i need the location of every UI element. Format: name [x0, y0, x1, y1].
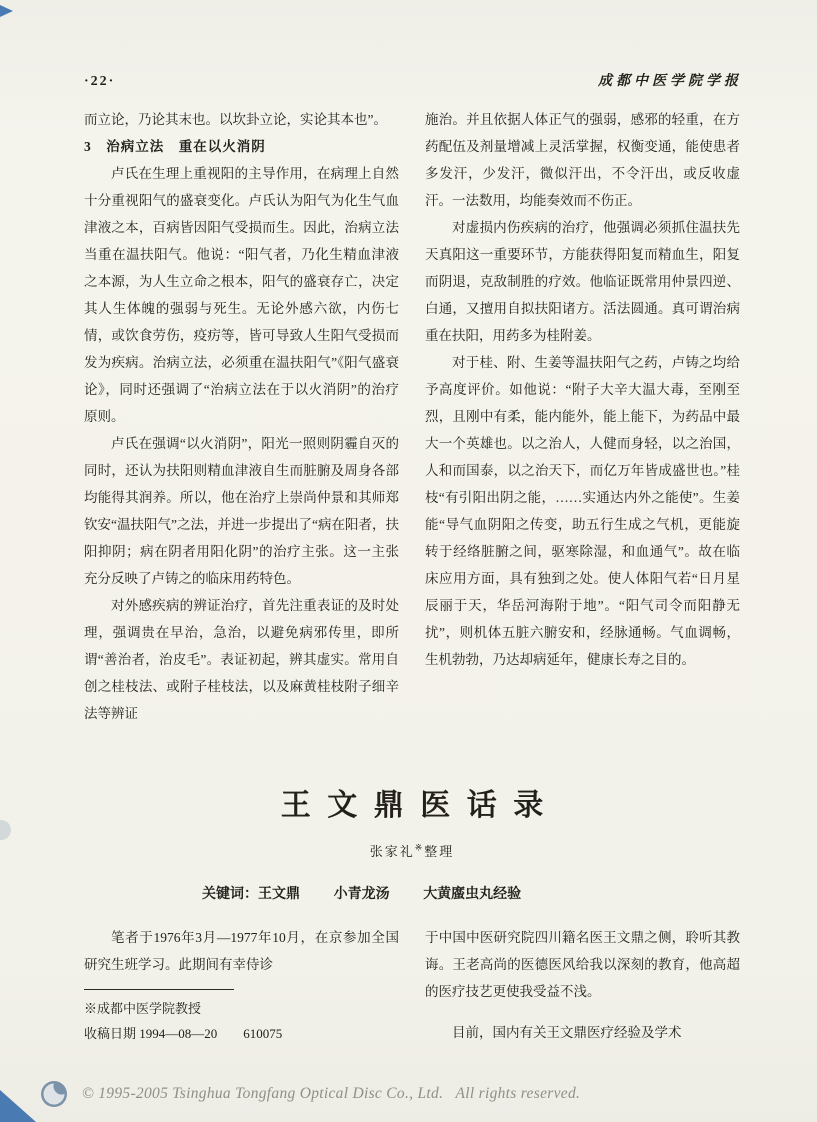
- footnote-received-date: 收稿日期 1994—08—20 610075: [84, 1026, 283, 1041]
- left-column: [84, 106, 399, 774]
- blue-corner-mark-bottom-left-icon: [0, 1090, 36, 1122]
- scan-artifact-mark: [0, 820, 11, 840]
- keyword: 大黄䗪虫丸经验: [423, 887, 522, 902]
- keyword: 小青龙汤: [333, 887, 390, 902]
- keyword: 王文鼎: [258, 887, 300, 902]
- page-header: [84, 70, 742, 90]
- body-paragraph: 对虚损内伤疾病的治疗，他强调必须抓住温扶先天真阳这一重要环节，方能获得阳复而精血生，阳复而阴退，克敌制胜的疗效。他临证既常用仲景四逆、白通，又擅用自拟扶阳诸方。活法圆通。真可谓治病重在扶阳，用药多为桂附姜。: [425, 220, 740, 343]
- author-line: [84, 841, 740, 860]
- author-name: 张家礼: [369, 844, 415, 859]
- article-title: 王文鼎医话录: [280, 789, 560, 822]
- keywords-line: [84, 883, 740, 903]
- page-footer: [40, 1080, 780, 1108]
- page-number: ·22·: [84, 74, 116, 89]
- author-footnote-mark: ※: [414, 842, 425, 853]
- paragraph-continuation: 而立论，乃论其末也。以坎卦立论，实论其本也”。: [84, 112, 387, 127]
- blue-corner-mark-top-left-icon: [0, 5, 13, 17]
- body-paragraph: 卢氏在生理上重视阳的主导作用，在病理上自然十分重视阳气的盛衰变化。卢氏认为阳气为化生气血津液之本，百病皆因阳气受损而生。因此，治病立法当重在温扶阳气。他说：“阳气者，乃化生精血津液之本源，为人生立命之根本，阳气的盛衰存亡，决定其人生体魄的强弱与死生。无论外感六欲，内伤七情，或饮食劳伤，疫疠等，皆可导致人生阳气受损而发为疾病。治病立法，必须重在温扶阳气”《阳气盛衰论》，同时还强调了“治病立法在于以火消阴”的治疗原则。: [84, 166, 399, 424]
- body-paragraph: 于中国中医研究院四川籍名医王文鼎之侧，聆听其教诲。王老高尚的医德医风给我以深刻的教育，他高超的医疗技艺更使我受益不浅。: [425, 930, 740, 999]
- left-column-bottom: [84, 924, 399, 1046]
- body-paragraph: 笔者于1976年3月—1977年10月，在京参加全国研究生班学习。此期间有幸侍诊: [84, 930, 399, 972]
- wang-article-section: [84, 786, 740, 1046]
- right-column-bottom: [425, 924, 740, 1046]
- paragraph-continuation: 施治。并且依据人体正气的强弱，感邪的轻重，在方药配伍及剂量增减上灵活掌握，权衡变通，能使患者多发汗，少发汗，微似汗出，不令汗出，或反收虚汗。一法数用，均能奏效而不伤正。: [425, 112, 740, 208]
- footnote-block: [84, 989, 399, 1046]
- body-paragraph: 对于桂、附、生姜等温扶阳气之药，卢铸之均给予高度评价。如他说：“附子大辛大温大毒，至刚至烈，且刚中有柔，能内能外，能上能下，为药品中最大一个英雄也。以之治人，人健而身轻，以之治国，人和而国泰，以之治天下，而亿万年皆成盛世也。”桂枝“有引阳出阴之能，……实通达内外之能使”。生姜能“导气血阴阳之传变，助五行生成之气机，更能旋转于经络脏腑之间，驱寒除湿，和血通气”。故在临床应用方面，具有独到之处。使人体阳气若“日月星辰丽于天，华岳河海附于地”。“阳气司令而阳静无扰”，则机体五脏六腑安和，经脉通畅。气血调畅，生机勃勃，乃达却病延年，健康长寿之目的。: [425, 355, 740, 667]
- copyright-text: © 1995-2005 Tsinghua Tongfang Optical Disc Co., Ltd. All rights reserved.: [82, 1085, 581, 1102]
- body-paragraph: 卢氏在强调“以火消阴”，阳光一照则阴霾自灭的同时，还认为扶阳则精血津液自生而脏腑及周身各部均能得其润养。所以，他在治疗上崇尚仲景和其师郑钦安“温扶阳气”之法，并进一步提出了“病在阳者，扶阳抑阴；病在阴者用阳化阴”的治疗主张。这一主张充分反映了卢铸之的临床用药特色。: [84, 436, 399, 586]
- footnote-affiliation: ※成都中医学院教授: [84, 1001, 202, 1016]
- body-paragraph: 目前，国内有关王文鼎医疗经验及学术: [452, 1025, 682, 1040]
- author-role: 整理: [424, 844, 455, 859]
- lu-article-body: [84, 106, 740, 774]
- wang-article-body: [84, 924, 740, 1046]
- publisher-logo-icon: [40, 1080, 68, 1108]
- body-paragraph: 对外感疾病的辨证治疗，首先注重表证的及时处理，强调贵在早治，急治，以避免病邪传里，即所谓“善治者，治皮毛”。表证初起，辨其虚实。常用自创之桂枝法、或附子桂枝法，以及麻黄桂枝附子细辛法等辨证: [84, 598, 399, 721]
- keywords-label: 关键词：: [202, 887, 258, 902]
- section-heading: 3 治病立法 重在以火消阴: [84, 139, 266, 154]
- footnote-divider: [84, 989, 234, 990]
- right-column: [425, 106, 740, 774]
- journal-title: 成都中医学院学报: [598, 74, 742, 89]
